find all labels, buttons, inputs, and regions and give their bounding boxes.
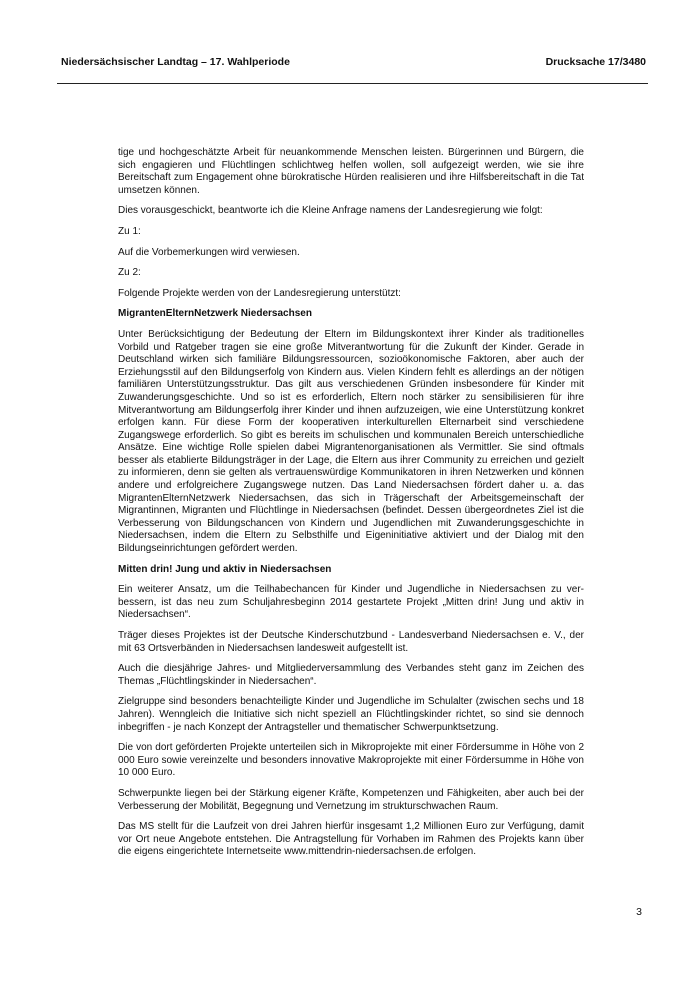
paragraph: Träger dieses Projektes ist der Deutsche Kinderschutzbund - Landesverband Niedersachsen e. V., der mit 63 Ortsverbänden in Niedersachsen landesweit aufgestellt ist. <box>118 630 584 654</box>
paragraph: Zielgruppe sind besonders benachteiligte Kinder und Jugendliche im Schulalter (zwischen sechs und 18 Jahren). Wenngleich die Initiative sich nicht speziell an Flüchtlingskinder richtet, so sind sie dennoch inbegriffen - je nach Konzept der Antragsteller und thematischer Schwerpunktsetzung. <box>118 696 584 733</box>
paragraph: Zu 1: <box>118 225 141 237</box>
paragraph: Unter Berücksichtigung der Bedeutung der Eltern im Bildungskontext ihrer Kinder als traditionelles Vorbild und Ratgeber tragen sie eine große Mitverantwortung für die Zukunft der Kinder. Gerade in Deutschland wirken sich familiäre Bildungsressourcen, sozioökonomische Faktoren, aber auch der Erziehungsstil auf den Bildungserfolg von Kindern aus. Vielen Kindern fehlt es allerdings an der nötigen familiären Unterstützungsstruktur. Das gilt aus verschiedenen Gründen insbesondere für Kinder mit Zuwanderungsgeschichte. Und so ist es erforderlich, Eltern noch stärker zu sensibilisieren für ihre Mitverantwortung am Bildungserfolg ihrer Kinder und ihnen aufzuzeigen, wie eine Unterstützung konkret erfolgen kann. Für diese Form der kooperativen interkulturellen Elternarbeit sind verschiedene Zugangswege erforderlich. So gibt es bereits im schulischen und kommunalen Bereich unterschiedliche Ansätze. Eine wichtige Rolle spielen dabei Migrantenorganisationen als Vermittler. Sie sind oftmals besser als etablierte Bildungsträger in der Lage, die Eltern aus ihrer Community zu erreichen und gezielt zu informieren, denn sie gelten als vertrauenswürdige Kommunikatoren in ihren Netzwerken und können andere und erfolgreichere Zugangswege nutzen. Das Land Niedersachsen fördert daher u. a. das MigrantenElternNetzwerk Niedersachsen, das sich in Trägerschaft der Arbeitsgemeinschaft der Migrantinnen, Migranten und Flüchtlinge in Niedersachsen (befindet. Dessen übergeordnetes Ziel ist die Verbesserung von Bildungschancen von Kindern und Jugendlichen mit Zuwanderungsgeschichte in Niedersachsen, indem die Eltern zu Selbsthilfe und Eigeninitiative aktiviert und der Dialog mit den Bildungseinrichtungen gefördert werden. <box>118 328 584 555</box>
paragraph: tige und hochgeschätzte Arbeit für neuankommende Menschen leisten. Bürgerinnen und Bürgern, die sich engagieren und Flüchtlingen schlichtweg helfen wollen, soll aufgezeigt werden, wie sie ihre Bereitschaft zum Engagement ohne bürokratische Hürden realisieren und ihre Hilfsbereitschaft in die Tat umsetzen können. <box>118 147 584 196</box>
paragraph: Die von dort geförderten Projekte unterteilen sich in Mikroprojekte mit einer Fördersumme in Höhe von 2 000 Euro sowie vereinzelte und besonders innovative Makroprojekte mit einer Fördersumme in Höhe von 10 000 Euro. <box>118 742 584 779</box>
paragraph: Folgende Projekte werden von der Landesregierung unterstützt: <box>118 287 401 299</box>
paragraph: Zu 2: <box>118 267 141 279</box>
section-heading: Mitten drin! Jung und aktiv in Niedersachsen <box>118 563 332 575</box>
paragraph: Ein weiterer Ansatz, um die Teilhabechancen für Kinder und Jugendliche in Niedersachsen zu verbessern, ist das neu zum Schuljahresbeginn 2014 gestartete Projekt „Mitten drin! Jung und aktiv in Niedersachsen“. <box>118 584 584 621</box>
paragraph: Auf die Vorbemerkungen wird verwiesen. <box>118 246 300 258</box>
paragraph: Das MS stellt für die Laufzeit von drei Jahren hierfür insgesamt 1,2 Millionen Euro zur Verfügung, damit vor Ort neue Angebote entstehen. Die Antragstellung für Vorhaben im Rahmen des Projekts kann über die eigens eingerichtete Internetseite www.mittendrin-niedersachsen.de erfolgen. <box>118 821 584 858</box>
paragraph: Auch die diesjährige Jahres- und Mitgliederversammlung des Verbandes steht ganz im Zeichen des Themas „Flüchtlingskinder in Niedersachen“. <box>118 663 584 687</box>
paragraph: Schwerpunkte liegen bei der Stärkung eigener Kräfte, Kompetenzen und Fähigkeiten, aber auch bei der Verbesserung der Mobilität, Begegnung und Vernetzung im strukturschwachen Raum. <box>118 787 584 812</box>
page-header <box>61 56 646 69</box>
paragraph: Dies vorausgeschickt, beantworte ich die Kleine Anfrage namens der Landesregierung wie folgt: <box>118 205 543 217</box>
page-number: 3 <box>636 906 642 918</box>
header-title: Niedersächsischer Landtag – 17. Wahlperiode <box>61 56 290 68</box>
section-heading: MigrantenElternNetzwerk Niedersachsen <box>118 308 312 320</box>
header-rule <box>57 83 648 84</box>
document-body <box>118 147 584 867</box>
document-number: Drucksache 17/3480 <box>545 56 646 68</box>
